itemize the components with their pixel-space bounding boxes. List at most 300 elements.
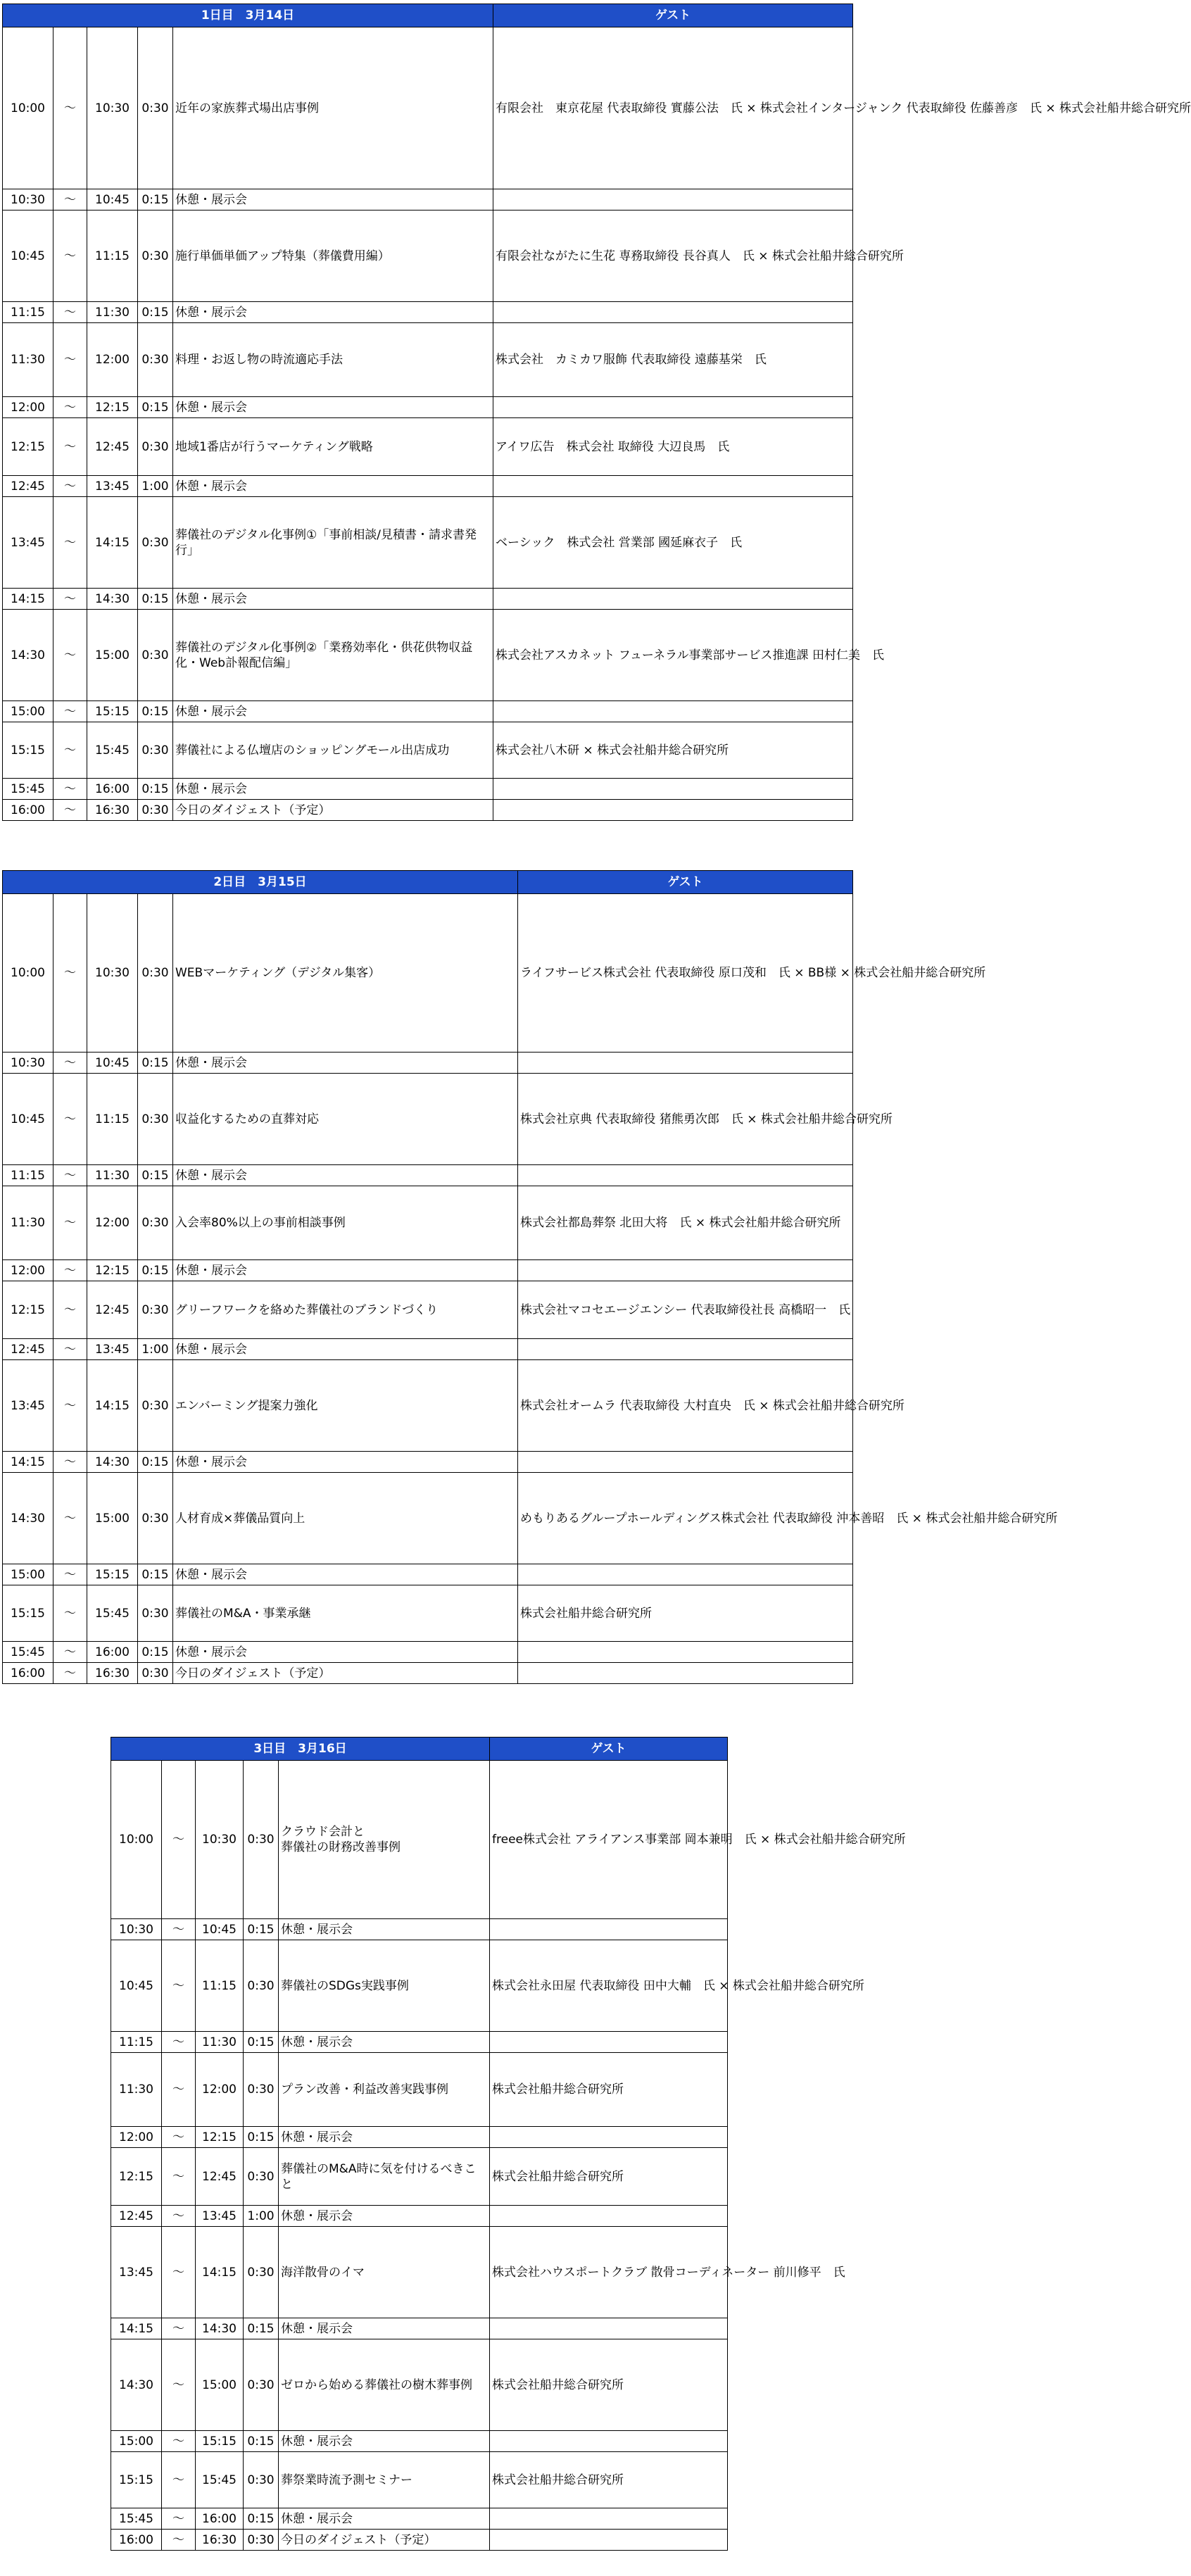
end-time: 12:00 bbox=[196, 2053, 244, 2127]
schedule-row bbox=[3, 1339, 853, 1360]
duration: 0:15 bbox=[138, 1564, 173, 1585]
start-time: 11:30 bbox=[111, 2053, 162, 2127]
time-separator: ～ bbox=[162, 1940, 196, 2032]
end-time: 15:15 bbox=[87, 701, 138, 722]
guest-names bbox=[518, 1564, 853, 1585]
duration: 0:30 bbox=[138, 27, 173, 189]
guest-names: 有限会社 東京花屋 代表取締役 實藤公法 氏 × 株式会社インタージャンク 代表取締役 佐藤善彦 氏 × 株式会社船井総合研究所 bbox=[493, 27, 853, 189]
duration: 0:30 bbox=[138, 1186, 173, 1260]
guest-names bbox=[490, 2508, 728, 2530]
end-time: 10:30 bbox=[87, 894, 138, 1053]
time-separator: ～ bbox=[162, 2508, 196, 2530]
duration: 0:30 bbox=[138, 1281, 173, 1339]
time-separator: ～ bbox=[53, 779, 87, 800]
duration: 0:30 bbox=[138, 1585, 173, 1642]
day-1-schedule-table bbox=[2, 4, 1191, 821]
end-time: 10:45 bbox=[87, 189, 138, 211]
schedule-row bbox=[111, 2206, 728, 2227]
session-title: 葬儀社のM&A時に気を付けるべきこと bbox=[279, 2148, 490, 2206]
end-time: 12:45 bbox=[87, 418, 138, 476]
end-time: 12:00 bbox=[87, 1186, 138, 1260]
duration: 0:15 bbox=[244, 2431, 279, 2452]
session-title: WEBマーケティング（デジタル集客） bbox=[173, 894, 518, 1053]
start-time: 15:00 bbox=[3, 1564, 53, 1585]
guest-names: ベーシック 株式会社 営業部 國延麻衣子 氏 bbox=[493, 497, 853, 589]
start-time: 14:30 bbox=[3, 1473, 53, 1564]
session-title: 海洋散骨のイマ bbox=[279, 2227, 490, 2318]
end-time: 10:30 bbox=[87, 27, 138, 189]
session-title: グリーフワークを絡めた葬儀社のブランドづくり bbox=[173, 1281, 518, 1339]
time-separator: ～ bbox=[53, 589, 87, 610]
schedule-row bbox=[3, 894, 853, 1053]
start-time: 10:00 bbox=[3, 27, 53, 189]
time-separator: ～ bbox=[162, 2318, 196, 2339]
guest-column-header: ゲスト bbox=[518, 871, 853, 894]
schedule-row bbox=[3, 323, 853, 397]
start-time: 14:30 bbox=[111, 2339, 162, 2431]
day-title: 3日目 3月16日 bbox=[111, 1738, 490, 1761]
start-time: 14:30 bbox=[3, 610, 53, 701]
schedule-row bbox=[3, 1564, 853, 1585]
guest-column-header: ゲスト bbox=[490, 1738, 728, 1761]
end-time: 12:15 bbox=[87, 397, 138, 418]
end-time: 15:15 bbox=[196, 2431, 244, 2452]
guest-names bbox=[518, 1165, 853, 1186]
time-separator: ～ bbox=[53, 1165, 87, 1186]
session-title: 施行単価単価アップ特集（葬儀費用編） bbox=[173, 211, 493, 302]
session-title: 休憩・展示会 bbox=[173, 397, 493, 418]
end-time: 16:30 bbox=[196, 2530, 244, 2551]
start-time: 16:00 bbox=[3, 1663, 53, 1684]
session-title: 葬儀社のデジタル化事例②「業務効率化・供花供物収益化・Web訃報配信編」 bbox=[173, 610, 493, 701]
start-time: 10:45 bbox=[111, 1940, 162, 2032]
end-time: 15:00 bbox=[196, 2339, 244, 2431]
guest-names: 株式会社 カミカワ服飾 代表取締役 遠藤基栄 氏 bbox=[493, 323, 853, 397]
schedule-row bbox=[111, 2431, 728, 2452]
session-title: クラウド会計と 葬儀社の財務改善事例 bbox=[279, 1761, 490, 1919]
start-time: 13:45 bbox=[3, 1360, 53, 1452]
duration: 0:30 bbox=[244, 2148, 279, 2206]
guest-names bbox=[490, 2431, 728, 2452]
guest-names bbox=[518, 1053, 853, 1074]
duration: 0:15 bbox=[138, 1053, 173, 1074]
end-time: 16:30 bbox=[87, 800, 138, 821]
schedule-row bbox=[3, 211, 853, 302]
schedule-row bbox=[3, 397, 853, 418]
schedule-row bbox=[111, 1919, 728, 1940]
day-title: 2日目 3月15日 bbox=[3, 871, 518, 894]
guest-names bbox=[490, 2032, 728, 2053]
start-time: 12:15 bbox=[3, 418, 53, 476]
guest-names: 有限会社ながたに生花 専務取締役 長谷真人 氏 × 株式会社船井総合研究所 bbox=[493, 211, 853, 302]
time-separator: ～ bbox=[53, 1074, 87, 1165]
time-separator: ～ bbox=[162, 2227, 196, 2318]
session-title: エンバーミング提案力強化 bbox=[173, 1360, 518, 1452]
duration: 0:15 bbox=[138, 1452, 173, 1473]
session-title: 地域1番店が行うマーケティング戦略 bbox=[173, 418, 493, 476]
duration: 0:30 bbox=[138, 1360, 173, 1452]
time-separator: ～ bbox=[53, 27, 87, 189]
end-time: 12:15 bbox=[196, 2127, 244, 2148]
guest-names: 株式会社アスカネット フューネラル事業部サービス推進課 田村仁美 氏 bbox=[493, 610, 853, 701]
time-separator: ～ bbox=[53, 1663, 87, 1684]
session-title: 入会率80%以上の事前相談事例 bbox=[173, 1186, 518, 1260]
day-header-row bbox=[3, 871, 853, 894]
start-time: 11:30 bbox=[3, 323, 53, 397]
schedule-row bbox=[111, 2053, 728, 2127]
end-time: 15:45 bbox=[87, 1585, 138, 1642]
end-time: 11:15 bbox=[87, 1074, 138, 1165]
duration: 0:30 bbox=[244, 1940, 279, 2032]
end-time: 11:30 bbox=[87, 1165, 138, 1186]
schedule-row bbox=[3, 589, 853, 610]
guest-names bbox=[518, 1339, 853, 1360]
session-title: 葬儀社のSDGs実践事例 bbox=[279, 1940, 490, 2032]
session-title: 葬祭業時流予測セミナー bbox=[279, 2452, 490, 2508]
end-time: 11:15 bbox=[196, 1940, 244, 2032]
start-time: 15:15 bbox=[3, 1585, 53, 1642]
guest-names: ライフサービス株式会社 代表取締役 原口茂和 氏 × BB様 × 株式会社船井総合研究所 bbox=[518, 894, 853, 1053]
time-separator: ～ bbox=[53, 497, 87, 589]
guest-names bbox=[490, 2530, 728, 2551]
start-time: 12:45 bbox=[111, 2206, 162, 2227]
end-time: 14:30 bbox=[196, 2318, 244, 2339]
schedule-row bbox=[111, 2339, 728, 2431]
session-title: 葬儀社のデジタル化事例①「事前相談/見積書・請求書発行」 bbox=[173, 497, 493, 589]
start-time: 12:00 bbox=[111, 2127, 162, 2148]
duration: 0:30 bbox=[138, 894, 173, 1053]
schedule-row bbox=[111, 2148, 728, 2206]
session-title: 休憩・展示会 bbox=[173, 1165, 518, 1186]
day-header-row bbox=[3, 4, 853, 27]
start-time: 15:45 bbox=[111, 2508, 162, 2530]
end-time: 11:30 bbox=[196, 2032, 244, 2053]
duration: 0:15 bbox=[244, 2032, 279, 2053]
start-time: 15:45 bbox=[3, 1642, 53, 1663]
schedule-row bbox=[111, 2508, 728, 2530]
start-time: 15:00 bbox=[111, 2431, 162, 2452]
session-title: 近年の家族葬式場出店事例 bbox=[173, 27, 493, 189]
start-time: 11:15 bbox=[111, 2032, 162, 2053]
time-separator: ～ bbox=[162, 2206, 196, 2227]
start-time: 11:15 bbox=[3, 302, 53, 323]
guest-names bbox=[490, 2318, 728, 2339]
start-time: 10:30 bbox=[111, 1919, 162, 1940]
time-separator: ～ bbox=[53, 1260, 87, 1281]
guest-names bbox=[490, 2127, 728, 2148]
time-separator: ～ bbox=[53, 894, 87, 1053]
schedule-row bbox=[3, 1074, 853, 1165]
end-time: 16:00 bbox=[87, 1642, 138, 1663]
session-title: 休憩・展示会 bbox=[173, 701, 493, 722]
duration: 0:15 bbox=[138, 302, 173, 323]
time-separator: ～ bbox=[162, 2053, 196, 2127]
session-title: 休憩・展示会 bbox=[173, 189, 493, 211]
schedule-row bbox=[3, 610, 853, 701]
start-time: 10:30 bbox=[3, 1053, 53, 1074]
session-title: 休憩・展示会 bbox=[173, 779, 493, 800]
session-title: 休憩・展示会 bbox=[279, 1919, 490, 1940]
duration: 0:15 bbox=[138, 189, 173, 211]
schedule-row bbox=[111, 2318, 728, 2339]
time-separator: ～ bbox=[53, 211, 87, 302]
guest-column-header: ゲスト bbox=[493, 4, 853, 27]
schedule-row bbox=[3, 1053, 853, 1074]
time-separator: ～ bbox=[53, 701, 87, 722]
time-separator: ～ bbox=[162, 1919, 196, 1940]
session-title: 休憩・展示会 bbox=[173, 1452, 518, 1473]
guest-names: 株式会社船井総合研究所 bbox=[490, 2339, 728, 2431]
schedule-row bbox=[3, 1585, 853, 1642]
guest-names: 株式会社マコセエージエンシー 代表取締役社長 高橋昭一 氏 bbox=[518, 1281, 853, 1339]
schedule-row bbox=[3, 27, 853, 189]
time-separator: ～ bbox=[53, 1186, 87, 1260]
guest-names: 株式会社オームラ 代表取締役 大村直央 氏 × 株式会社船井総合研究所 bbox=[518, 1360, 853, 1452]
session-title: 休憩・展示会 bbox=[173, 1339, 518, 1360]
end-time: 14:15 bbox=[196, 2227, 244, 2318]
end-time: 15:15 bbox=[87, 1564, 138, 1585]
schedule-row bbox=[3, 1260, 853, 1281]
day-3-schedule-table bbox=[111, 1737, 906, 2551]
schedule-row bbox=[111, 2032, 728, 2053]
end-time: 13:45 bbox=[87, 1339, 138, 1360]
guest-names bbox=[493, 189, 853, 211]
end-time: 11:15 bbox=[87, 211, 138, 302]
duration: 0:30 bbox=[244, 1761, 279, 1919]
end-time: 16:30 bbox=[87, 1663, 138, 1684]
start-time: 15:45 bbox=[3, 779, 53, 800]
start-time: 11:15 bbox=[3, 1165, 53, 1186]
duration: 0:15 bbox=[138, 397, 173, 418]
end-time: 15:45 bbox=[196, 2452, 244, 2508]
schedule-row bbox=[3, 1473, 853, 1564]
end-time: 10:45 bbox=[196, 1919, 244, 1940]
session-title: 休憩・展示会 bbox=[173, 1564, 518, 1585]
duration: 0:30 bbox=[138, 418, 173, 476]
time-separator: ～ bbox=[53, 1585, 87, 1642]
start-time: 12:00 bbox=[3, 1260, 53, 1281]
start-time: 13:45 bbox=[3, 497, 53, 589]
duration: 0:15 bbox=[138, 701, 173, 722]
guest-names bbox=[493, 397, 853, 418]
guest-names bbox=[518, 1642, 853, 1663]
session-title: 休憩・展示会 bbox=[279, 2032, 490, 2053]
end-time: 14:30 bbox=[87, 589, 138, 610]
guest-names bbox=[490, 2206, 728, 2227]
schedule-row bbox=[111, 2127, 728, 2148]
duration: 0:30 bbox=[244, 2339, 279, 2431]
duration: 0:30 bbox=[244, 2227, 279, 2318]
guest-names: 株式会社都島葬祭 北田大将 氏 × 株式会社船井総合研究所 bbox=[518, 1186, 853, 1260]
session-title: 葬儀社のM&A・事業承継 bbox=[173, 1585, 518, 1642]
end-time: 14:15 bbox=[87, 1360, 138, 1452]
start-time: 12:00 bbox=[3, 397, 53, 418]
guest-names: 株式会社船井総合研究所 bbox=[490, 2053, 728, 2127]
start-time: 14:15 bbox=[111, 2318, 162, 2339]
schedule-row bbox=[3, 1663, 853, 1684]
time-separator: ～ bbox=[53, 1564, 87, 1585]
start-time: 15:00 bbox=[3, 701, 53, 722]
duration: 0:15 bbox=[138, 1260, 173, 1281]
time-separator: ～ bbox=[162, 2431, 196, 2452]
guest-names bbox=[493, 701, 853, 722]
day-header-row bbox=[111, 1738, 728, 1761]
schedule-row bbox=[3, 779, 853, 800]
duration: 1:00 bbox=[138, 1339, 173, 1360]
time-separator: ～ bbox=[53, 1281, 87, 1339]
start-time: 14:15 bbox=[3, 1452, 53, 1473]
time-separator: ～ bbox=[53, 1642, 87, 1663]
duration: 0:30 bbox=[138, 610, 173, 701]
duration: 0:30 bbox=[244, 2053, 279, 2127]
schedule-row bbox=[3, 1642, 853, 1663]
end-time: 12:15 bbox=[87, 1260, 138, 1281]
guest-names: 株式会社京典 代表取締役 猪熊勇次郎 氏 × 株式会社船井総合研究所 bbox=[518, 1074, 853, 1165]
guest-names: めもりあるグループホールディングス株式会社 代表取締役 沖本善昭 氏 × 株式会社船井総合研究所 bbox=[518, 1473, 853, 1564]
session-title: ゼロから始める葬儀社の樹木葬事例 bbox=[279, 2339, 490, 2431]
end-time: 14:15 bbox=[87, 497, 138, 589]
duration: 0:15 bbox=[138, 1165, 173, 1186]
schedule-row bbox=[3, 800, 853, 821]
time-separator: ～ bbox=[53, 800, 87, 821]
start-time: 15:15 bbox=[111, 2452, 162, 2508]
duration: 0:15 bbox=[244, 2318, 279, 2339]
time-separator: ～ bbox=[53, 1339, 87, 1360]
schedule-row bbox=[3, 722, 853, 779]
guest-names: freee株式会社 アライアンス事業部 岡本兼明 氏 × 株式会社船井総合研究所 bbox=[490, 1761, 728, 1919]
start-time: 13:45 bbox=[111, 2227, 162, 2318]
end-time: 12:00 bbox=[87, 323, 138, 397]
time-separator: ～ bbox=[162, 2339, 196, 2431]
schedule-row bbox=[3, 497, 853, 589]
duration: 0:30 bbox=[138, 497, 173, 589]
guest-names bbox=[493, 800, 853, 821]
end-time: 15:00 bbox=[87, 1473, 138, 1564]
session-title: 休憩・展示会 bbox=[279, 2127, 490, 2148]
schedule-row bbox=[3, 1360, 853, 1452]
duration: 0:15 bbox=[138, 779, 173, 800]
duration: 0:15 bbox=[138, 1642, 173, 1663]
start-time: 10:00 bbox=[3, 894, 53, 1053]
start-time: 16:00 bbox=[3, 800, 53, 821]
time-separator: ～ bbox=[53, 1053, 87, 1074]
duration: 0:15 bbox=[244, 2127, 279, 2148]
start-time: 12:15 bbox=[111, 2148, 162, 2206]
start-time: 15:15 bbox=[3, 722, 53, 779]
guest-names bbox=[493, 302, 853, 323]
time-separator: ～ bbox=[53, 1360, 87, 1452]
end-time: 12:45 bbox=[87, 1281, 138, 1339]
duration: 1:00 bbox=[138, 476, 173, 497]
time-separator: ～ bbox=[53, 1473, 87, 1564]
duration: 0:15 bbox=[244, 2508, 279, 2530]
session-title: 休憩・展示会 bbox=[173, 589, 493, 610]
schedule-row bbox=[3, 189, 853, 211]
day-2-schedule-table bbox=[2, 870, 1058, 1684]
guest-names bbox=[493, 779, 853, 800]
end-time: 16:00 bbox=[196, 2508, 244, 2530]
duration: 0:15 bbox=[138, 589, 173, 610]
time-separator: ～ bbox=[53, 418, 87, 476]
session-title: 休憩・展示会 bbox=[173, 302, 493, 323]
duration: 0:30 bbox=[244, 2452, 279, 2508]
guest-names bbox=[493, 589, 853, 610]
guest-names: 株式会社船井総合研究所 bbox=[518, 1585, 853, 1642]
start-time: 10:30 bbox=[3, 189, 53, 211]
time-separator: ～ bbox=[162, 2127, 196, 2148]
session-title: 休憩・展示会 bbox=[279, 2508, 490, 2530]
schedule-row bbox=[111, 2227, 728, 2318]
guest-names bbox=[518, 1260, 853, 1281]
end-time: 15:00 bbox=[87, 610, 138, 701]
session-title: 休憩・展示会 bbox=[279, 2431, 490, 2452]
duration: 0:30 bbox=[138, 800, 173, 821]
session-title: 収益化するための直葬対応 bbox=[173, 1074, 518, 1165]
guest-names: 株式会社船井総合研究所 bbox=[490, 2452, 728, 2508]
session-title: 休憩・展示会 bbox=[173, 1260, 518, 1281]
duration: 1:00 bbox=[244, 2206, 279, 2227]
duration: 0:30 bbox=[138, 1663, 173, 1684]
guest-names: 株式会社八木研 × 株式会社船井総合研究所 bbox=[493, 722, 853, 779]
start-time: 14:15 bbox=[3, 589, 53, 610]
time-separator: ～ bbox=[53, 302, 87, 323]
time-separator: ～ bbox=[53, 1452, 87, 1473]
start-time: 16:00 bbox=[111, 2530, 162, 2551]
guest-names: 株式会社船井総合研究所 bbox=[490, 2148, 728, 2206]
schedule-row bbox=[3, 1281, 853, 1339]
end-time: 13:45 bbox=[196, 2206, 244, 2227]
guest-names bbox=[518, 1452, 853, 1473]
guest-names: 株式会社ハウスポートクラブ 散骨コーディネーター 前川修平 氏 bbox=[490, 2227, 728, 2318]
session-title: 休憩・展示会 bbox=[173, 476, 493, 497]
session-title: 休憩・展示会 bbox=[173, 1642, 518, 1663]
session-title: 人材育成×葬儀品質向上 bbox=[173, 1473, 518, 1564]
duration: 0:30 bbox=[138, 1473, 173, 1564]
schedule-row bbox=[111, 1940, 728, 2032]
end-time: 15:45 bbox=[87, 722, 138, 779]
duration: 0:30 bbox=[138, 1074, 173, 1165]
session-title: プラン改善・利益改善実践事例 bbox=[279, 2053, 490, 2127]
start-time: 12:15 bbox=[3, 1281, 53, 1339]
time-separator: ～ bbox=[53, 610, 87, 701]
start-time: 10:45 bbox=[3, 1074, 53, 1165]
session-title: 休憩・展示会 bbox=[279, 2318, 490, 2339]
start-time: 11:30 bbox=[3, 1186, 53, 1260]
guest-names: アイワ広告 株式会社 取締役 大辺良馬 氏 bbox=[493, 418, 853, 476]
start-time: 10:45 bbox=[3, 211, 53, 302]
end-time: 10:30 bbox=[196, 1761, 244, 1919]
duration: 0:30 bbox=[138, 211, 173, 302]
time-separator: ～ bbox=[53, 476, 87, 497]
time-separator: ～ bbox=[162, 1761, 196, 1919]
session-title: 料理・お返し物の時流適応手法 bbox=[173, 323, 493, 397]
schedule-row bbox=[3, 1165, 853, 1186]
schedule-row bbox=[111, 1761, 728, 1919]
end-time: 11:30 bbox=[87, 302, 138, 323]
session-title: 今日のダイジェスト（予定） bbox=[173, 1663, 518, 1684]
time-separator: ～ bbox=[162, 2032, 196, 2053]
session-title: 今日のダイジェスト（予定） bbox=[279, 2530, 490, 2551]
session-title: 休憩・展示会 bbox=[279, 2206, 490, 2227]
guest-names bbox=[518, 1663, 853, 1684]
schedule-row bbox=[111, 2452, 728, 2508]
guest-names bbox=[493, 476, 853, 497]
time-separator: ～ bbox=[162, 2148, 196, 2206]
session-title: 今日のダイジェスト（予定） bbox=[173, 800, 493, 821]
time-separator: ～ bbox=[53, 189, 87, 211]
end-time: 14:30 bbox=[87, 1452, 138, 1473]
start-time: 12:45 bbox=[3, 1339, 53, 1360]
